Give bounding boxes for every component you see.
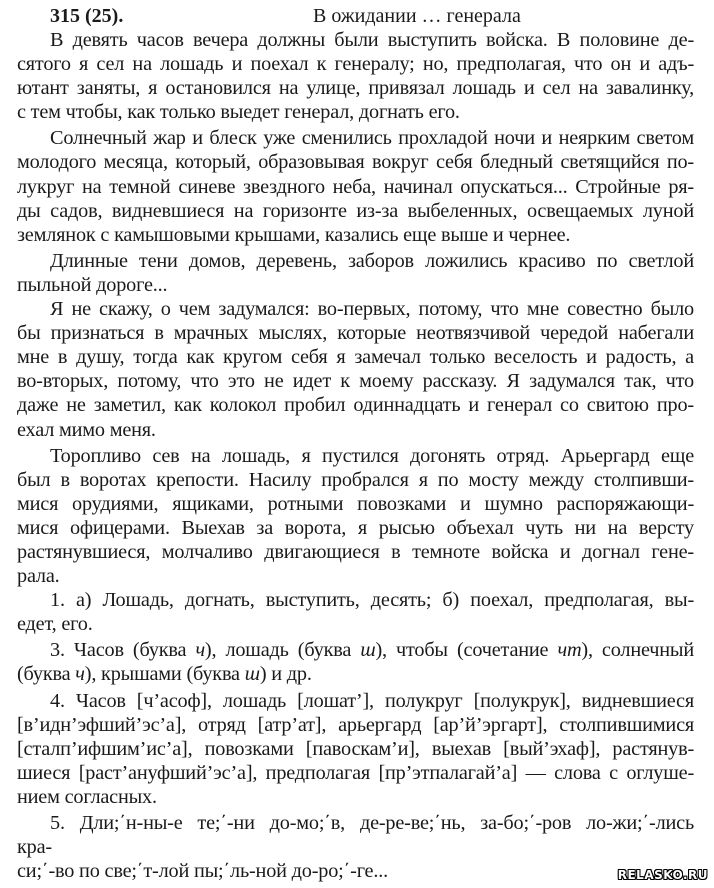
text-fragment: ), крышами (буква: [84, 663, 245, 686]
site-watermark: RELASKO.RU: [617, 868, 708, 882]
text-line: ды садов, видневшиеся на горизонте из-за выбеленных, освещаемых луной: [17, 199, 694, 222]
text-line: [в’идн’эфший’эс’а], отряд [атр’ат], арьергард [ар’й’эргарт], столпившимися: [17, 713, 694, 736]
text-fragment: ) и др.: [259, 663, 312, 686]
text-line: лукруг на темной синеве звездного неба, начинал опускаться... Стройные ря-: [17, 175, 694, 198]
answer-5: [17, 811, 694, 883]
text-line: бы признаться в мрачных мыслях, которые неотвязчивой чередой набегали: [17, 322, 694, 345]
text-line: кра-: [17, 836, 52, 859]
text-line: во-вторых, потому, что это не идет к моему рассказу. Я задумался так, что: [17, 370, 694, 393]
letter-italic: ч: [75, 663, 85, 686]
text-line: [сталп’ифшим’ис’а], повозками [павоскам’и], выехав [вый’эхаф], растянув-: [17, 737, 694, 760]
text-line: Я не скажу, о чем задумался: во-первых, потому, что мне совестно было: [50, 298, 694, 321]
paragraph: [17, 28, 694, 124]
answer-1: [17, 588, 694, 636]
text-line: [17, 638, 694, 662]
textbook-page: [17, 4, 694, 883]
text-line: сятого я сел на лошадь и поехал к генералу; но, предполагая, что он и адъ-: [17, 53, 694, 76]
answer-3: [17, 638, 694, 686]
text-line: пыльной дороге...: [17, 273, 168, 296]
exercise-header: [17, 4, 694, 28]
paragraph: [17, 297, 694, 442]
text-fragment: ), чтобы (сочетание: [375, 639, 558, 662]
text-line: ехал мимо меня.: [17, 418, 156, 441]
text-line: с тем чтобы, как только выедет генерал, догнать его.: [17, 101, 460, 124]
text-line: нием согласных.: [17, 785, 157, 808]
text-line: Торопливо сев на лошадь, я пустился догонять отряд. Арьергард еще: [50, 444, 694, 467]
text-line: землянок с камышовыми крышами, казались еще выше и чернее.: [17, 223, 571, 246]
text-fragment: 3. Часов (буква: [50, 639, 196, 662]
paragraph: [17, 126, 694, 246]
text-fragment: ), солнечный: [581, 639, 694, 662]
letter-italic: ш: [360, 639, 376, 662]
text-fragment: (буква: [17, 663, 76, 686]
text-line: мися орудиями, ящиками, ротными повозками и шумно распоряжающи-: [17, 492, 694, 515]
text-line: ютант заняты, я остановился на улице, привязал лошадь и сел на завалинку,: [17, 77, 694, 100]
text-line: шиеся [раст’ануфший’эс’а], предполагая [пр’этпалагай’а] — слова с оглуше-: [17, 761, 694, 784]
text-line: В девять часов вечера должны были выступить войска. В половине де-: [50, 29, 694, 51]
text-fragment: ), лошадь (буква: [204, 639, 361, 662]
paragraph: [17, 444, 694, 589]
text-line: 4. Часов [ч’асоф], лошадь [лошат’], полукруг [полукрук], видневшиеся: [50, 689, 694, 712]
exercise-number: 315 (25).: [50, 5, 124, 27]
text-line: 1. а) Лошадь, догнать, выступить, десять; б) поехал, предполагая, вы-: [50, 589, 694, 612]
text-line: мися офицерами. Выехав за ворота, я рысью объехал чуть ни на версту: [17, 516, 694, 539]
letter-italic: чт: [557, 639, 582, 662]
exercise-title: В ожидании … генерала: [313, 5, 521, 27]
letter-italic: ч: [195, 639, 205, 662]
text-line: Солнечный жар и блеск уже сменились прохладой ночи и неярким светом: [50, 127, 694, 150]
text-line: едет, его.: [17, 613, 93, 636]
text-line: 5. Дли;΄н-ны-е те;΄-ни до-мо;΄в, де-ре-ве;΄нь, за-бо;΄-ров ло-жи;΄-лись: [50, 812, 694, 834]
text-line: молодого месяца, который, образовывая вокруг себя бледный светящийся по-: [17, 151, 694, 174]
text-line: растянувшиеся, молчаливо двигающиеся в темноте войска и догнал гене-: [17, 540, 694, 563]
text-line: Длинные тени домов, деревень, заборов ложились красиво по светлой: [50, 249, 694, 272]
answer-4: [17, 689, 694, 809]
text-line: [17, 662, 694, 686]
text-line: мне в душу, тогда как кругом себя я замечал только веселость и радость, а: [17, 346, 694, 369]
text-line: даже не заметил, как колокол пробил одиннадцать и генерал со свитою про-: [17, 394, 694, 417]
letter-italic: ш: [244, 663, 260, 686]
text-line: был в воротах крепости. Насилу пробрался я по мосту между столпивши-: [17, 468, 694, 491]
paragraph: [17, 249, 694, 297]
text-line: си;΄-во по све;΄т-лой пы;΄ль-ной до-ро;΄-ге...: [17, 860, 388, 883]
text-line: рала.: [17, 565, 60, 588]
